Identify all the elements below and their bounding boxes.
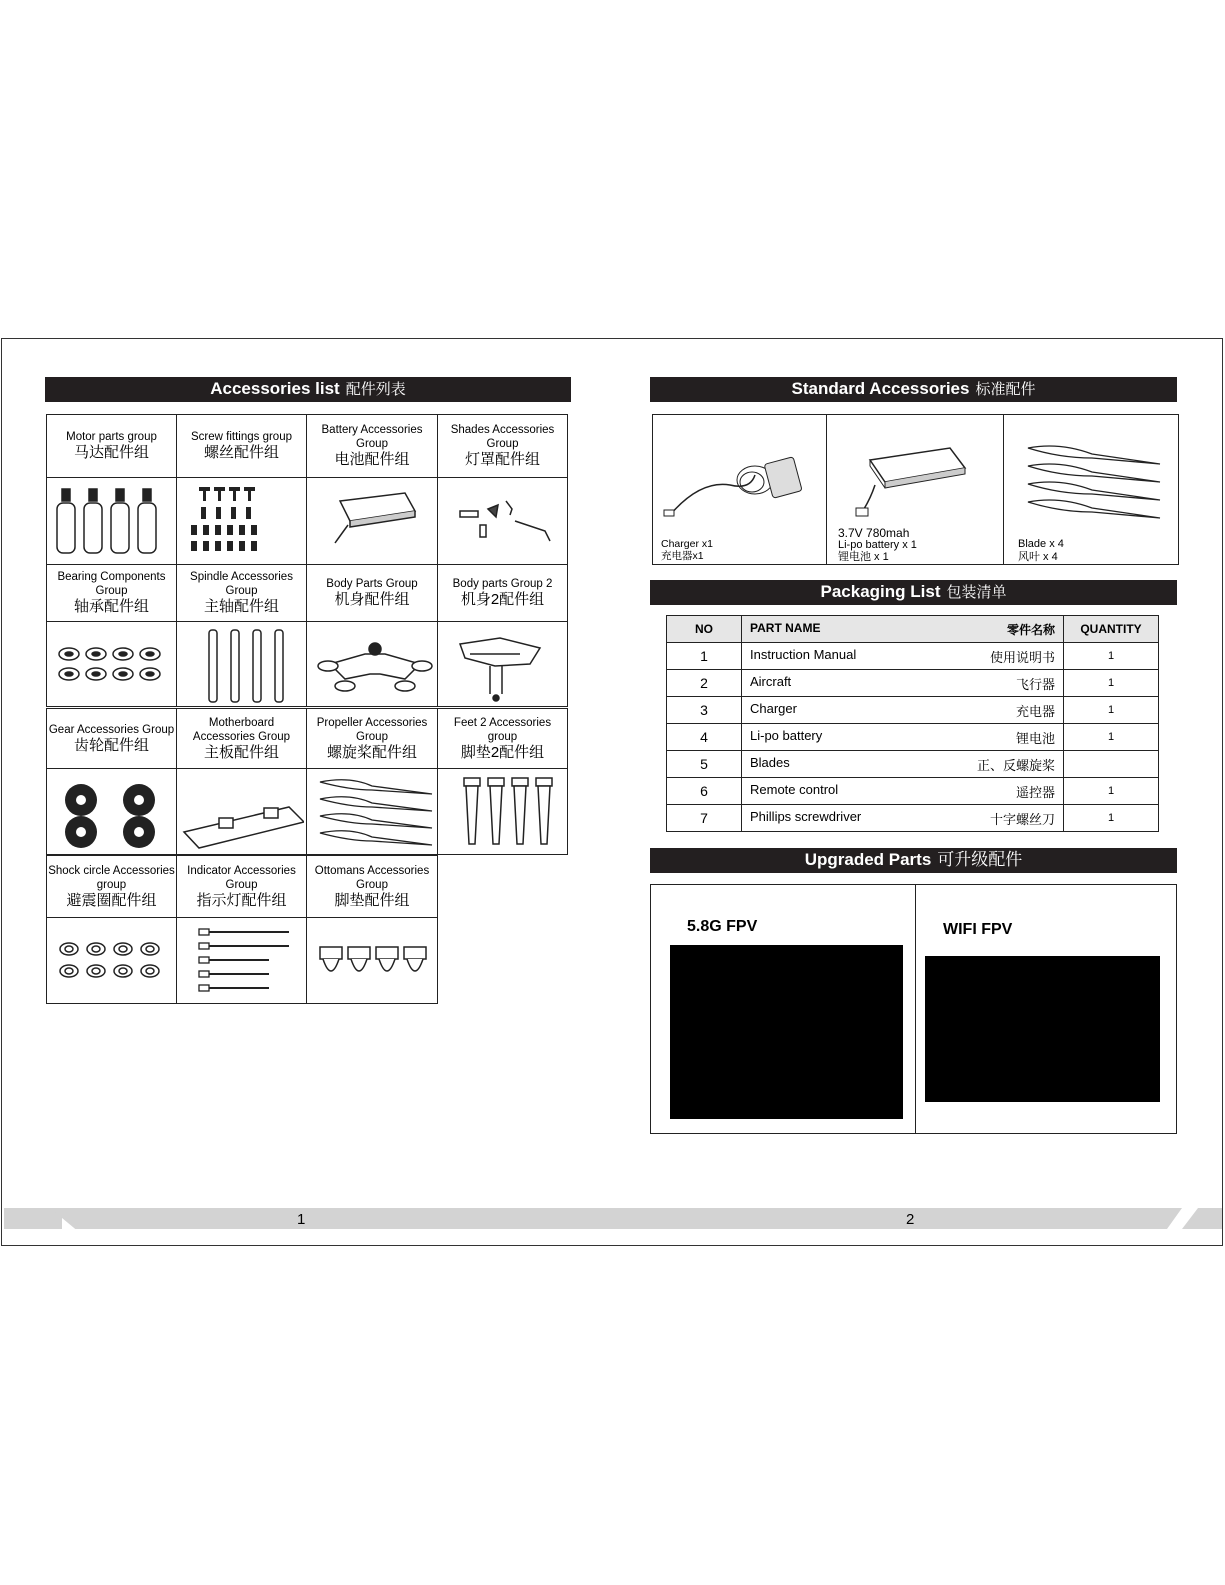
- motherboard-icon: [179, 772, 304, 852]
- accessory-label-cell: [176, 855, 307, 918]
- battery-label-cn: 锂电池 x 1: [838, 551, 889, 563]
- blade-icon: [1020, 440, 1170, 525]
- accessory-name: Body parts Group 2: [452, 578, 553, 590]
- packaging-row: [667, 751, 1159, 778]
- packaging-part-name-cn: 十字螺丝刀: [989, 811, 1055, 827]
- upgrade-wifi-image: [925, 956, 1160, 1102]
- accessory-name-cn: 机身配件组: [334, 591, 410, 608]
- accessory-image-cell: [176, 477, 307, 565]
- col-part: [742, 616, 1064, 643]
- accessory-name-cn: 主板配件组: [203, 743, 279, 761]
- motor-icon: [49, 481, 174, 561]
- charger-label-cn: 充电器x1: [661, 550, 704, 562]
- accessory-name-cn: 机身2配件组: [460, 591, 545, 608]
- accessory-name-cn: 马达配件组: [73, 444, 149, 461]
- accessory-label-cell: [46, 414, 177, 478]
- packaging-part-name: Remote control: [750, 781, 839, 797]
- packaging-table-header: [667, 616, 1159, 643]
- packaging-part-name: Phillips screwdriver: [750, 808, 862, 824]
- packaging-part-name: Charger: [750, 700, 797, 716]
- accessory-name-cn: 避震圈配件组: [66, 891, 157, 909]
- packaging-part-name: Instruction Manual: [750, 646, 857, 662]
- standard-item-charger: [661, 538, 713, 562]
- blade-label: Blade x 4: [1018, 538, 1064, 550]
- body-frame-icon: [440, 624, 565, 704]
- accessory-image-cell: [46, 621, 177, 707]
- upgrade-5-8g-label: 5.8G FPV: [687, 918, 758, 935]
- accessory-name-cn: 螺旋桨配件组: [326, 743, 417, 761]
- accessory-label-cell: [46, 855, 177, 918]
- col-part-name: PART NAME: [750, 620, 821, 635]
- accessory-name-cn: 灯罩配件组: [464, 451, 540, 468]
- packaging-part-name-cn: 飞行器: [1015, 676, 1055, 692]
- battery-label: Li-po battery x 1: [838, 539, 917, 551]
- packaging-part-name-cn: 使用说明书: [989, 649, 1055, 665]
- charger-label: Charger x1: [661, 538, 713, 550]
- packaging-row-quantity: 1: [1064, 670, 1159, 697]
- packaging-part-name: Aircraft: [750, 673, 792, 689]
- drone-body-icon: [310, 624, 435, 704]
- packaging-row: [667, 805, 1159, 832]
- standard-item-blade: [1018, 538, 1064, 564]
- accessory-name-cn: 螺丝配件组: [203, 444, 279, 461]
- accessory-image-cell: [437, 621, 568, 707]
- accessory-image-cell: [176, 917, 307, 1004]
- accessory-name-cn: 主轴配件组: [203, 598, 279, 615]
- packaging-row-part: [742, 751, 1064, 778]
- packaging-row-no: 6: [667, 778, 742, 805]
- charger-icon: [660, 440, 810, 520]
- packaging-part-name-cn: 正、反螺旋桨: [976, 757, 1055, 773]
- accessory-name: Spindle Accessories Group: [190, 571, 293, 597]
- accessory-image-cell: [176, 768, 307, 855]
- accessory-name: Bearing Components Group: [57, 571, 166, 597]
- packaging-row-quantity: 1: [1064, 805, 1159, 832]
- packaging-row: [667, 670, 1159, 697]
- accessory-image-cell: [437, 477, 568, 565]
- accessory-name: Motherboard Accessories Group: [192, 716, 291, 743]
- accessory-name: Gear Accessories Group: [48, 723, 175, 736]
- packaging-row-part: [742, 643, 1064, 670]
- upgrade-wifi-label: WIFI FPV: [943, 921, 1013, 938]
- packaging-row-no: 3: [667, 697, 742, 724]
- accessory-name: Body Parts Group: [326, 578, 418, 590]
- col-no: NO: [667, 616, 742, 643]
- packaging-row-no: 2: [667, 670, 742, 697]
- accessory-image-cell: [306, 917, 438, 1004]
- battery-icon: [310, 481, 435, 561]
- standard-accessories-title: Standard Accessories: [791, 379, 970, 398]
- blade-label-cn: 风叶 x 4: [1018, 551, 1058, 563]
- accessory-image-cell: [306, 621, 438, 707]
- packaging-row-part: [742, 724, 1064, 751]
- accessory-name-cn: 脚垫2配件组: [460, 743, 545, 761]
- footer-band-left-edge: [4, 1208, 62, 1229]
- packaging-table: [666, 615, 1159, 832]
- accessory-label-cell: [437, 708, 568, 769]
- packaging-row-no: 7: [667, 805, 742, 832]
- spindle-icon: [179, 624, 304, 704]
- accessory-image-cell: [306, 768, 438, 855]
- led-indicator-icon: [179, 921, 304, 1001]
- accessory-name: Propeller Accessories Group: [316, 716, 428, 743]
- accessory-name-cn: 指示灯配件组: [196, 891, 287, 909]
- col-part-cn: 零件名称: [1006, 622, 1055, 637]
- packaging-row: [667, 778, 1159, 805]
- packaging-row-part: [742, 697, 1064, 724]
- accessories-list-title: Accessories list: [210, 379, 340, 398]
- upgraded-parts-title: Upgraded Parts: [804, 850, 932, 869]
- accessory-name: Battery Accessories Group: [321, 424, 423, 450]
- accessory-label-cell: [176, 564, 307, 622]
- standard-divider-1: [826, 414, 827, 565]
- accessory-label-cell: [176, 414, 307, 478]
- feet-icon: [440, 772, 565, 852]
- shade-icon: [440, 481, 565, 561]
- accessory-label-cell: [437, 414, 568, 478]
- battery-spec: 3.7V 780mah: [838, 526, 910, 540]
- gear-icon: [49, 772, 174, 852]
- accessory-image-cell: [46, 768, 177, 855]
- packaging-part-name-cn: 遥控器: [1015, 784, 1055, 800]
- page-number-1: 1: [297, 1211, 306, 1228]
- footer-band-right: [682, 1208, 1182, 1229]
- packaging-part-name-cn: 充电器: [1015, 703, 1055, 719]
- accessory-name: Motor parts group: [66, 431, 157, 443]
- shock-ring-icon: [49, 921, 174, 1001]
- packaging-row: [667, 643, 1159, 670]
- accessory-label-cell: [306, 708, 438, 769]
- packaging-row-quantity: 1: [1064, 778, 1159, 805]
- accessory-image-cell: [437, 768, 568, 855]
- accessory-name: Ottomans Accessories Group: [314, 864, 430, 891]
- standard-accessories-title-cn: 标准配件: [975, 381, 1036, 398]
- packaging-list-title: Packaging List: [820, 582, 941, 601]
- propeller-icon: [310, 772, 435, 852]
- accessory-name: Indicator Accessories Group: [187, 864, 296, 891]
- packaging-row-part: [742, 778, 1064, 805]
- packaging-row-no: 1: [667, 643, 742, 670]
- packaging-row-quantity: 1: [1064, 724, 1159, 751]
- screw-icon: [179, 481, 304, 561]
- accessory-label-cell: [437, 564, 568, 622]
- accessory-name-cn: 电池配件组: [334, 451, 410, 468]
- accessory-label-cell: [306, 414, 438, 478]
- accessory-name: Feet 2 Accessories group: [453, 716, 552, 743]
- packaging-row-part: [742, 805, 1064, 832]
- accessory-label-cell: [46, 564, 177, 622]
- accessory-label-cell: [46, 708, 177, 769]
- accessory-name: Shades Accessories Group: [450, 424, 555, 450]
- packaging-list-title-bar: [650, 580, 1177, 605]
- packaging-row-quantity: [1064, 751, 1159, 778]
- accessory-name: Screw fittings group: [191, 431, 292, 443]
- accessory-name-cn: 脚垫配件组: [334, 891, 410, 909]
- accessory-label-cell: [306, 564, 438, 622]
- packaging-row-part: [742, 670, 1064, 697]
- accessories-list-title-bar: [45, 377, 571, 402]
- accessories-list-title-cn: 配件列表: [345, 381, 406, 398]
- footer-band-left: [50, 1208, 682, 1229]
- accessory-image-cell: [176, 621, 307, 707]
- lipo-battery-icon: [850, 440, 980, 520]
- accessory-name: Shock circle Accessories group: [48, 864, 175, 891]
- accessory-name-cn: 轴承配件组: [73, 598, 149, 615]
- packaging-row-quantity: 1: [1064, 643, 1159, 670]
- accessory-image-cell: [46, 917, 177, 1004]
- accessory-image-cell: [46, 477, 177, 565]
- col-quantity: QUANTITY: [1064, 616, 1159, 643]
- upgraded-parts-title-bar: [650, 848, 1177, 873]
- packaging-row-no: 5: [667, 751, 742, 778]
- packaging-part-name: Li-po battery: [750, 727, 823, 743]
- upgrade-5-8g-image: [670, 945, 903, 1119]
- bearing-icon: [49, 624, 174, 704]
- accessory-label-cell: [306, 855, 438, 918]
- packaging-list-title-cn: 包装清单: [946, 584, 1007, 601]
- upgraded-divider: [915, 884, 916, 1134]
- standard-item-battery: [838, 527, 917, 563]
- packaging-part-name: Blades: [750, 754, 790, 770]
- packaging-row: [667, 697, 1159, 724]
- standard-divider-2: [1003, 414, 1004, 565]
- packaging-part-name-cn: 锂电池: [1015, 730, 1055, 746]
- accessory-image-cell: [306, 477, 438, 565]
- accessory-name-cn: 齿轮配件组: [73, 736, 149, 754]
- standard-accessories-title-bar: [650, 377, 1177, 402]
- page-number-2: 2: [906, 1211, 915, 1228]
- packaging-row: [667, 724, 1159, 751]
- packaging-row-no: 4: [667, 724, 742, 751]
- accessory-label-cell: [176, 708, 307, 769]
- ottoman-icon: [310, 921, 435, 1001]
- packaging-row-quantity: 1: [1064, 697, 1159, 724]
- upgraded-parts-title-cn: 可升级配件: [937, 850, 1023, 869]
